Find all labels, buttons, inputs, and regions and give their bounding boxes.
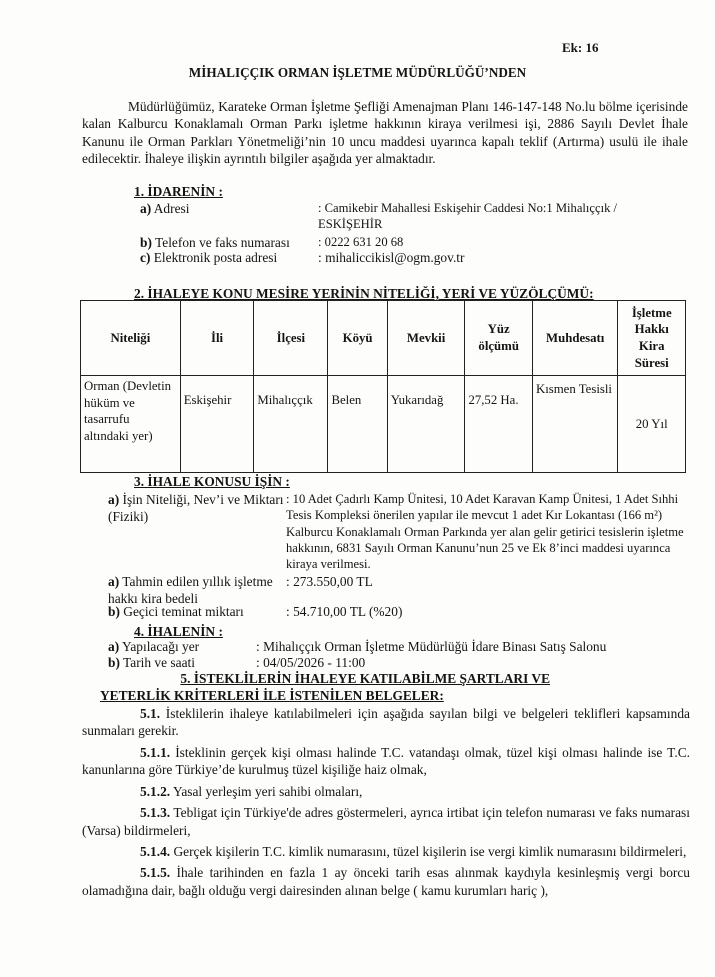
table-header: Niteliği bbox=[81, 301, 181, 376]
table-header: İlçesi bbox=[254, 301, 328, 376]
table-header: Yüz ölçümü bbox=[465, 301, 533, 376]
table-cell: 20 Yıl bbox=[618, 376, 686, 473]
list-item: 5.1.5. İhale tarihinden en fazla 1 ay önceki tarih esas alınmak kaydıyla kesinleşmiş vergi borcu olamadığına dair, bağlı olduğu vergi dairesinden alınan belge ( kamu kurumları hariç ), bbox=[82, 865, 690, 898]
section-4-heading: 4. İHALENİN : bbox=[134, 624, 223, 639]
list-item: 5.1.1. İsteklinin gerçek kişi olması halinde T.C. vatandaşı olmak, tüzel kişi olması halinde ise T.C. kanunlarına göre Türkiye’de kurulmuş tüzel kişiliğe haiz olmak, bbox=[82, 744, 690, 778]
venue-row bbox=[108, 638, 688, 655]
table-header-row bbox=[81, 301, 686, 376]
annex-label: Ek: 16 bbox=[562, 40, 599, 55]
date-row bbox=[108, 654, 688, 671]
table-cell: Eskişehir bbox=[180, 376, 254, 473]
intro-text: Müdürlüğümüz, Karateke Orman İşletme Şefliği Amenajman Planı 146-147-148 No.lu bölme içerisinde kalan Kalburcu Konaklamalı Orman Parkı işletme hakkının kiraya verilmesi işi, 2886 Sayılı Devlet İhale Kanunu ile Orman Parkları Yönetmeliği’nin 10 uncu maddesi uyarınca kapalı teklif (Artırma) usulü ile ihale edilecektir. İhaleye ilişkin ayrıntılı bilgiler aşağıda yer almaktadır. bbox=[82, 99, 688, 167]
date-value: : 04/05/2026 - 11:00 bbox=[256, 655, 366, 670]
section-3-heading: 3. İHALE KONUSU İŞİN : bbox=[134, 474, 290, 489]
section-5-heading-line-2: YETERLİK KRİTERLERİ İLE İSTENİLEN BELGELER: bbox=[100, 687, 444, 703]
rent-estimate-value: : 273.550,00 TL bbox=[286, 574, 373, 589]
address-value: : Camikebir Mahallesi Eskişehir Caddesi No:1 Mihalıççık / ESKİŞEHİR bbox=[318, 201, 618, 232]
list-item: 5.1. İsteklilerin ihaleye katılabilmeleri için aşağıda sayılan bilgi ve belgeleri teklifleri kapsamında sunmaları gerekir. bbox=[82, 706, 690, 739]
rent-estimate-label: a) Tahmin edilen yıllık işletme hakkı kira bedeli bbox=[108, 574, 273, 607]
guarantee-row bbox=[108, 603, 688, 620]
table-cell: Yukarıdağ bbox=[387, 376, 465, 473]
venue-label: a) Yapılacağı yer bbox=[108, 639, 200, 654]
table-header: Muhdesatı bbox=[532, 301, 618, 376]
list-item: 5.1.4. Gerçek kişilerin T.C. kimlik numarasını, tüzel kişilerin ise vergi kimlik numarasını bildirmeleri, bbox=[140, 843, 687, 859]
guarantee-value: : 54.710,00 TL (%20) bbox=[286, 604, 403, 619]
date-label: b) Tarih ve saati bbox=[108, 655, 195, 670]
section-5-heading-line-1: 5. İSTEKLİLERİN İHALEYE KATILABİLME ŞARTLARI VE bbox=[180, 671, 550, 686]
table-cell: 27,52 Ha. bbox=[465, 376, 533, 473]
list-item: 5.1.3. Tebligat için Türkiye'de adres göstermeleri, ayrıca irtibat için telefon numarası ve faks numarası (Varsa) bildirmeleri, bbox=[82, 805, 690, 838]
work-nature-value: : 10 Adet Çadırlı Kamp Ünitesi, 10 Adet Karavan Kamp Ünitesi, 1 Adet Sıhhi Tesis Kompleksi önerilen yapılar ile mevcut 1 adet Kır Lokantası (166 m²) Kalburcu Konaklamalı Orman Parkında yer alan gelir getirici tesislerin işletme hakkının, 6831 Sayılı Orman Kanunu’nun 25 ve Ek 8’inci maddesi uyarınca kiraya verilmesi. bbox=[286, 492, 684, 572]
list-item: 5.1.2. Yasal yerleşim yeri sahibi olmaları, bbox=[140, 783, 363, 799]
work-nature-row bbox=[108, 491, 688, 573]
intro-paragraph bbox=[82, 98, 688, 168]
table-header: Mevkii bbox=[387, 301, 465, 376]
address-label: a) Adresi bbox=[140, 201, 190, 216]
email-label: c) Elektronik posta adresi bbox=[140, 250, 278, 265]
table-cell: Orman (Devletin hüküm ve tasarrufu altındaki yer) bbox=[81, 376, 181, 473]
section-5-body bbox=[82, 705, 690, 903]
property-table bbox=[80, 300, 686, 473]
table-cell: Belen bbox=[328, 376, 387, 473]
table-header: İli bbox=[180, 301, 254, 376]
table-header: Köyü bbox=[328, 301, 387, 376]
section-2-heading: 2. İHALEYE KONU MESİRE YERİNİN NİTELİĞİ, YERİ VE YÜZÖLÇÜMÜ: bbox=[134, 286, 594, 301]
email-value: : mihaliccikisl@ogm.gov.tr bbox=[318, 250, 465, 265]
phone-value: : 0222 631 20 68 bbox=[318, 235, 404, 249]
section-5-heading bbox=[100, 671, 550, 705]
phone-label: b) Telefon ve faks numarası bbox=[140, 235, 290, 250]
guarantee-label: b) Geçici teminat miktarı bbox=[108, 604, 244, 619]
section-1-heading: 1. İDARENİN : bbox=[134, 184, 223, 199]
work-nature-label: a) İşin Niteliği, Nev’i ve Miktarı (Fiziki) bbox=[108, 492, 284, 525]
table-cell: Kısmen Tesisli bbox=[532, 376, 618, 473]
table-cell: Mihalıççık bbox=[254, 376, 328, 473]
address-row bbox=[140, 200, 700, 233]
table-header: İşletme Hakkı Kira Süresi bbox=[618, 301, 686, 376]
document-title: MİHALIÇÇIK ORMAN İŞLETME MÜDÜRLÜĞÜ’NDEN bbox=[188, 65, 527, 80]
table-row bbox=[81, 376, 686, 473]
email-row bbox=[140, 249, 700, 266]
venue-value: : Mihalıççık Orman İşletme Müdürlüğü İdare Binası Satış Salonu bbox=[256, 639, 607, 654]
